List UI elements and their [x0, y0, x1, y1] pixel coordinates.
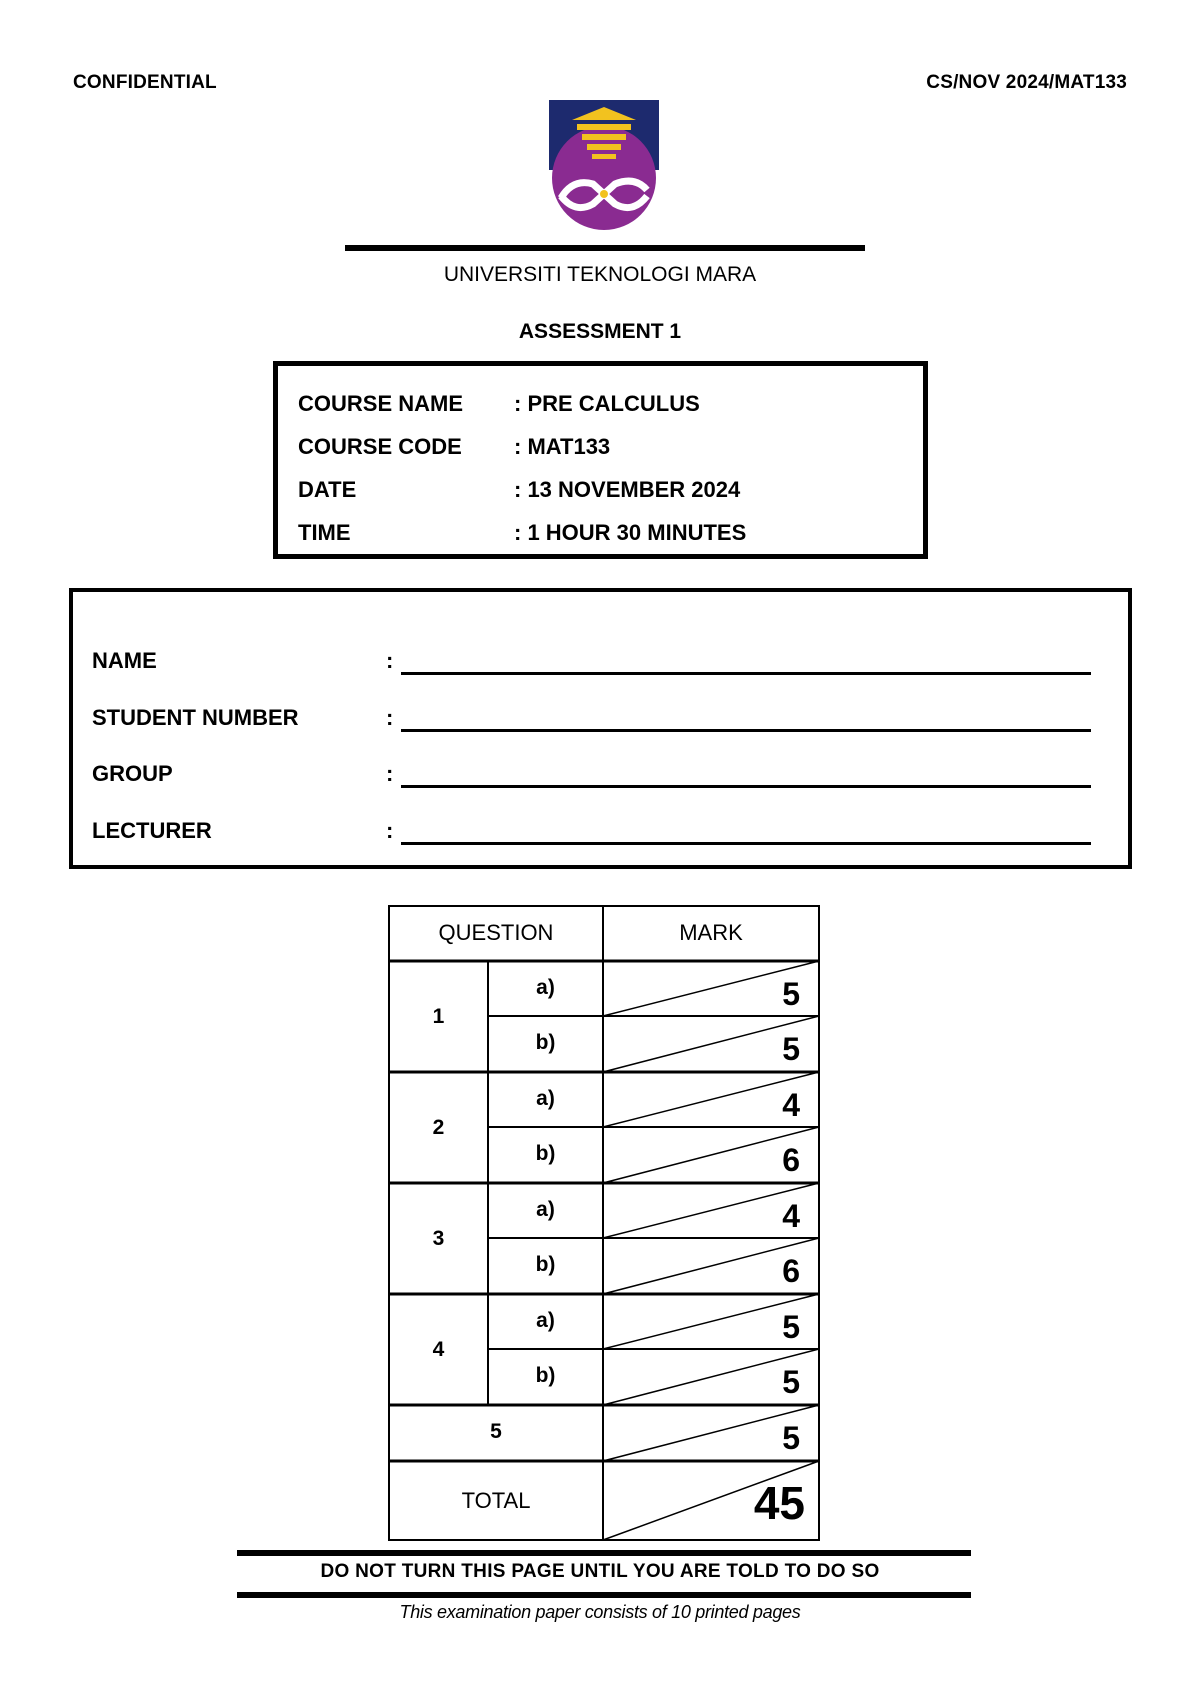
total-mark: 45	[753, 1477, 805, 1529]
mark-column-header: MARK	[679, 920, 743, 945]
course-name-value: : PRE CALCULUS	[514, 391, 700, 416]
total-label: TOTAL	[461, 1488, 531, 1513]
confidential-label: CONFIDENTIAL	[73, 72, 217, 93]
mark-3a: 4	[782, 1198, 800, 1234]
question-number-3: 3	[432, 1227, 445, 1250]
question-1a-label: a)	[536, 976, 555, 999]
course-name-label: COURSE NAME	[298, 391, 464, 416]
assessment-title: ASSESSMENT 1	[518, 320, 682, 343]
lecturer-label: LECTURER	[92, 818, 212, 843]
footer-bottom-rule	[237, 1592, 971, 1598]
question-4b-label: b)	[535, 1364, 556, 1387]
lecturer-colon: :	[386, 818, 394, 843]
mark-2b: 6	[782, 1142, 800, 1178]
time-value: : 1 HOUR 30 MINUTES	[514, 520, 747, 545]
mark-5: 5	[782, 1420, 800, 1456]
course-code-label: COURSE CODE	[298, 434, 462, 459]
name-label: NAME	[92, 648, 157, 673]
question-3b-label: b)	[535, 1253, 556, 1276]
page-count-note: This examination paper consists of 10 printed pages	[399, 1602, 801, 1622]
group-colon: :	[386, 761, 394, 786]
do-not-turn-warning: DO NOT TURN THIS PAGE UNTIL YOU ARE TOLD TO DO SO	[320, 1561, 880, 1582]
name-colon: :	[386, 648, 394, 673]
mark-1a: 5	[782, 976, 800, 1012]
question-2b-label: b)	[535, 1142, 556, 1165]
mark-1b: 5	[782, 1031, 800, 1067]
question-number-5: 5	[490, 1420, 502, 1443]
course-code-value: : MAT133	[514, 434, 611, 459]
question-number-1: 1	[432, 1005, 445, 1028]
mark-3b: 6	[782, 1253, 800, 1289]
question-number-4: 4	[432, 1338, 445, 1361]
question-3a-label: a)	[536, 1198, 555, 1221]
date-label: DATE	[298, 477, 357, 502]
time-label: TIME	[298, 520, 351, 545]
question-column-header: QUESTION	[438, 920, 554, 945]
footer-top-rule	[237, 1550, 971, 1556]
date-value: : 13 NOVEMBER 2024	[514, 477, 741, 502]
group-label: GROUP	[92, 761, 173, 786]
question-number-2: 2	[432, 1116, 445, 1139]
mark-4b: 5	[782, 1364, 800, 1400]
question-4a-label: a)	[536, 1309, 555, 1332]
question-1b-label: b)	[535, 1031, 556, 1054]
paper-code: CS/NOV 2024/MAT133	[926, 72, 1127, 93]
mark-4a: 5	[782, 1309, 800, 1345]
question-2a-label: a)	[536, 1087, 555, 1110]
mark-2a: 4	[782, 1087, 800, 1123]
institution-name: UNIVERSITI TEKNOLOGI MARA	[443, 263, 757, 286]
student-number-label: STUDENT NUMBER	[92, 705, 299, 730]
student-number-colon: :	[386, 705, 394, 730]
